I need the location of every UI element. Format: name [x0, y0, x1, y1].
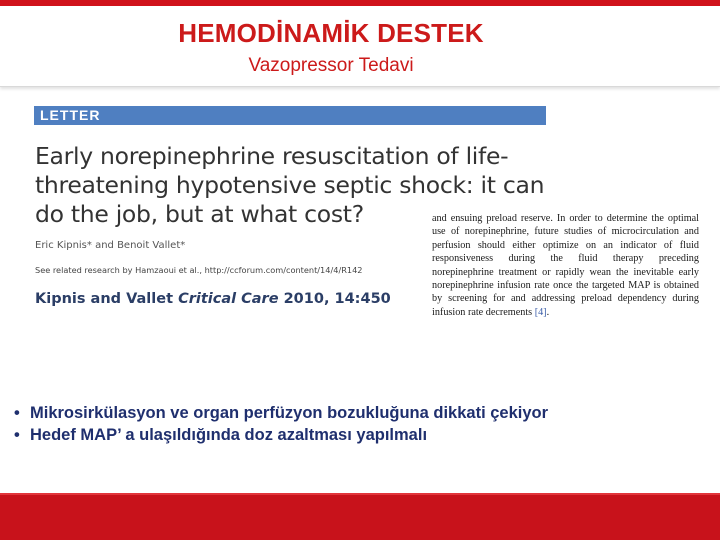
footer-bar	[0, 493, 720, 540]
slide-header	[0, 0, 720, 87]
header-accent-bar	[0, 0, 720, 6]
body-reference: [4]	[534, 306, 547, 318]
bullet-text: Mikrosirkülasyon ve organ perfüzyon bozukluğuna dikkati çekiyor	[30, 404, 549, 422]
article-citation	[35, 291, 391, 307]
slide-title: HEMODİNAMİK DESTEK	[178, 18, 484, 48]
bullet-list	[14, 402, 714, 446]
article-authors: Eric Kipnis* and Benoit Vallet*	[35, 240, 186, 251]
bullet-icon: •	[14, 404, 20, 422]
letter-section-bar	[34, 106, 546, 125]
bullet-icon: •	[14, 426, 20, 444]
citation-volume: 2010, 14:450	[278, 291, 391, 307]
slide-subtitle: Vazopressor Tedavi	[248, 55, 414, 76]
article-title: Early norepinephrine resuscitation of life-threatening hypotensive septic shock: it can do the job, but at what cost?	[35, 142, 545, 228]
body-end: .	[546, 306, 550, 318]
article-body-excerpt	[432, 212, 699, 319]
bullet-item	[14, 402, 714, 424]
bullet-text: Hedef MAP’ a ulaşıldığında doz azaltması yapılmalı	[30, 426, 428, 444]
citation-journal: Critical Care	[178, 291, 279, 307]
body-text: and ensuing preload reserve. In order to determine the optimal use of norepinephrine, future studies of microcirculation and perfusion should either optimize on an indicator of fluid responsiveness during the fluid therapy preceding norepinephrine treatment or rapidly wean the inevitable early norepinephrine infusion rate once the targeted MAP is obtained by screening for and addressing preload dependency during infusion rate decrements	[432, 213, 699, 318]
citation-authors: Kipnis and Vallet	[35, 291, 179, 307]
letter-label: LETTER	[40, 107, 101, 123]
bullet-item	[14, 424, 714, 446]
related-research-note: See related research by Hamzaoui et al., http://ccforum.com/content/14/4/R142	[35, 265, 363, 275]
